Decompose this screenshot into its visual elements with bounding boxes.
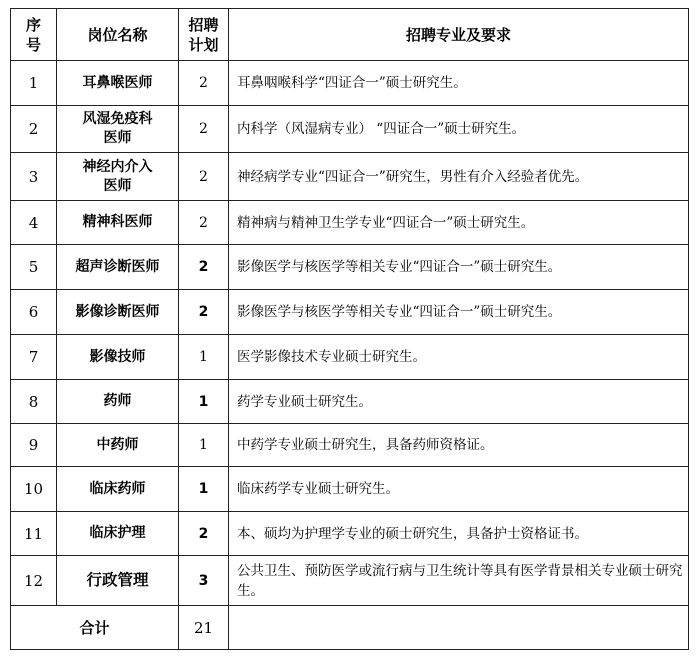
plan-count: 2: [179, 512, 229, 556]
row-number: 3: [11, 153, 57, 201]
table-row: [11, 335, 689, 380]
table-row: [11, 290, 689, 335]
requirements-text: 影像医学与核医学等相关专业“四证合一”硕士研究生。: [229, 290, 689, 335]
row-number: 6: [11, 290, 57, 335]
table-row: [11, 556, 689, 606]
row-number: 9: [11, 424, 57, 467]
position-name: 中药师: [57, 424, 179, 467]
header-position: 岗位名称: [57, 9, 179, 61]
total-empty-cell: [229, 606, 689, 650]
table-row: [11, 201, 689, 245]
requirements-text: 药学专业硕士研究生。: [229, 380, 689, 424]
plan-count: 3: [179, 556, 229, 606]
total-row: [11, 606, 689, 650]
position-name: 耳鼻喉医师: [57, 61, 179, 106]
plan-count: 2: [179, 106, 229, 153]
position-name: 行政管理: [57, 556, 179, 606]
header-row: [11, 9, 689, 61]
position-name: 药师: [57, 380, 179, 424]
requirements-text: 精神病与精神卫生学专业“四证合一”硕士研究生。: [229, 201, 689, 245]
table-row: [11, 512, 689, 556]
requirements-text: 神经病学专业“四证合一”研究生，男性有介入经验者优先。: [229, 153, 689, 201]
row-number: 1: [11, 61, 57, 106]
position-name: 临床药师: [57, 467, 179, 512]
total-label: 合计: [11, 606, 179, 650]
plan-count: 2: [179, 245, 229, 290]
plan-count: 1: [179, 335, 229, 380]
plan-count: 2: [179, 290, 229, 335]
position-name: 临床护理: [57, 512, 179, 556]
plan-count: 2: [179, 61, 229, 106]
table-row: [11, 467, 689, 512]
row-number: 10: [11, 467, 57, 512]
position-name: 影像诊断医师: [57, 290, 179, 335]
position-name: 超声诊断医师: [57, 245, 179, 290]
plan-count: 1: [179, 380, 229, 424]
requirements-text: 医学影像技术专业硕士研究生。: [229, 335, 689, 380]
table-row: [11, 61, 689, 106]
table-row: [11, 424, 689, 467]
row-number: 5: [11, 245, 57, 290]
position-name: 影像技师: [57, 335, 179, 380]
row-number: 2: [11, 106, 57, 153]
table-row: [11, 106, 689, 153]
header-requirements: 招聘专业及要求: [229, 9, 689, 61]
position-name: 精神科医师: [57, 201, 179, 245]
total-value: 21: [179, 606, 229, 650]
plan-count: 2: [179, 201, 229, 245]
plan-count: 1: [179, 424, 229, 467]
row-number: 4: [11, 201, 57, 245]
requirements-text: 临床药学专业硕士研究生。: [229, 467, 689, 512]
row-number: 8: [11, 380, 57, 424]
position-name: 神经内介入 医师: [57, 153, 179, 201]
table-row: [11, 380, 689, 424]
plan-count: 2: [179, 153, 229, 201]
header-no: 序 号: [11, 9, 57, 61]
table-row: [11, 153, 689, 201]
position-name: 风湿免疫科 医师: [57, 106, 179, 153]
plan-count: 1: [179, 467, 229, 512]
requirements-text: 内科学（风湿病专业） “四证合一”硕士研究生。: [229, 106, 689, 153]
requirements-text: 公共卫生、预防医学或流行病与卫生统计等具有医学背景相关专业硕士研究生。: [229, 556, 689, 606]
row-number: 11: [11, 512, 57, 556]
table-row: [11, 245, 689, 290]
requirements-text: 影像医学与核医学等相关专业“四证合一”硕士研究生。: [229, 245, 689, 290]
requirements-text: 中药学专业硕士研究生，具备药师资格证。: [229, 424, 689, 467]
requirements-text: 耳鼻咽喉科学“四证合一”硕士研究生。: [229, 61, 689, 106]
row-number: 7: [11, 335, 57, 380]
recruitment-table: [10, 8, 689, 650]
header-plan: 招聘 计划: [179, 9, 229, 61]
requirements-text: 本、硕均为护理学专业的硕士研究生，具备护士资格证书。: [229, 512, 689, 556]
row-number: 12: [11, 556, 57, 606]
